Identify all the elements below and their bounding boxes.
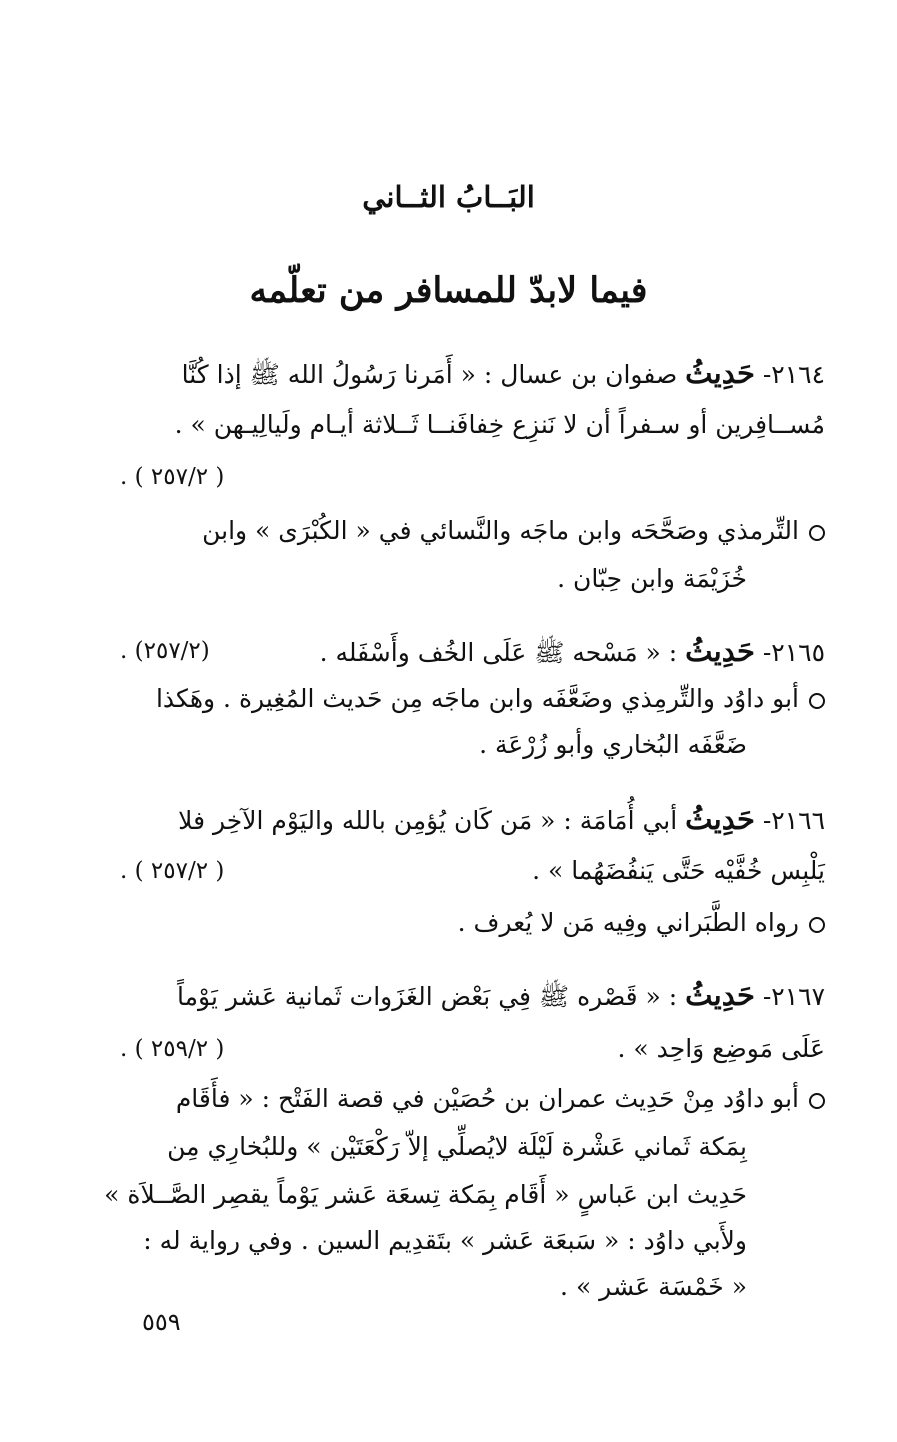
section-title: فيما لابدّ للمسافر من تعلّمه: [249, 270, 648, 311]
hadith-2164-note-line-1: التِّرمذي وصَحَّحَه وابن ماجَه والنَّسائي في « الكُبْرَى » وابن: [125, 508, 825, 554]
hadith-number: ٢١٦٦-: [762, 806, 825, 835]
hadith-keyword: حَدِيثُ: [685, 802, 755, 836]
hadith-2166-reference: ( ٢٥٧/٢ ) .: [120, 858, 225, 884]
hadith-text: أبي أُمَامَة : « مَن كَان يُؤمِن بالله واليَوْم الآخِر فلا: [178, 806, 678, 835]
page-number: ٥٥٩: [142, 1308, 181, 1336]
hadith-2164-line-1: [125, 350, 825, 398]
hadith-2167-note-line-4: ولأَبي داوُد : « سَبعَة عَشر » بتَقدِيم السين . وفي رواية له :: [143, 1226, 747, 1255]
chapter-title: البَــابُ الثــاني: [362, 180, 535, 214]
hadith-2166-note-line-1: رواه الطَّبَراني وفِيه مَن لا يُعرف .: [125, 900, 825, 946]
hadith-2164-line-2: مُســافِرين أو سـفراً أن لا نَنزِع خِفافَنــا ثَــلاثة أيـام ولَيالِيـهن » .: [174, 410, 825, 439]
hadith-2167-note-line-3: حَدِيث ابن عَباسٍ « أَقَام بِمَكة تِسعَة عَشر يَوْماً يقصِر الصَّــلاَة »: [104, 1180, 747, 1209]
hadith-text: : « قَصْره ﷺ فِي بَعْض الغَزَوات ثَمانية عَشر يَوْماً: [177, 982, 678, 1011]
hadith-keyword: حَدِيثُ: [685, 356, 755, 390]
hadith-number: ٢١٦٧-: [762, 982, 825, 1011]
hadith-2167-note-line-5: « خَمْسَة عَشر » .: [560, 1272, 747, 1301]
hadith-2167-line-1: [125, 972, 825, 1020]
hadith-2165-line-1: [125, 628, 825, 676]
hadith-keyword: حَدِيثُ: [685, 978, 755, 1012]
hadith-2167-line-2: عَلَى مَوضِع وَاحِد » .: [617, 1034, 825, 1063]
hadith-2167-note-line-2: بِمَكة ثَماني عَشْرة لَيْلَة لايُصلِّي إلاّ رَكْعَتَيْن » وللبُخارِي مِن: [167, 1132, 747, 1161]
hadith-2166-line-2: يَلْبِس خُفَّيْه حَتَّى يَنفُضَهُما » .: [532, 856, 825, 885]
hadith-keyword: حَدِيثُ: [685, 634, 755, 668]
hadith-2166-line-1: [125, 796, 825, 844]
bullet-circle-icon: [809, 917, 825, 933]
hadith-2165-note-line-2: ضَعَّفَه البُخاري وأبو زُرْعَة .: [479, 730, 747, 759]
hadith-number: ٢١٦٥-: [762, 638, 825, 667]
hadith-2165-note-line-1: أبو داوُد والتِّرمِذي وضَعَّفَه وابن ماجَه مِن حَديث المُغِيرة . وهَكذا: [125, 676, 825, 722]
hadith-2165-reference: (٢٥٧/٢) .: [120, 638, 210, 664]
hadith-2167-note-line-1: أبو داوُد مِنْ حَدِيث عمران بن حُصَيْن في قصة الفَتْح : « فأَقَام: [125, 1076, 825, 1122]
bullet-circle-icon: [809, 693, 825, 709]
hadith-text: : « مَسْحه ﷺ عَلَى الخُف وأَسْفَله .: [319, 638, 678, 667]
bullet-circle-icon: [809, 525, 825, 541]
hadith-number: ٢١٦٤-: [762, 360, 825, 389]
bullet-circle-icon: [809, 1093, 825, 1109]
hadith-text: صفوان بن عسال : « أَمَرنا رَسُولُ الله ﷺ إذا كُنَّا: [181, 360, 678, 389]
hadith-2167-reference: ( ٢٥٩/٢ ) .: [120, 1036, 225, 1062]
hadith-2164-note-line-2: خُزَيْمَة وابن حِبّان .: [557, 564, 747, 593]
hadith-2164-reference: ( ٢٥٧/٢ ) .: [120, 464, 225, 490]
